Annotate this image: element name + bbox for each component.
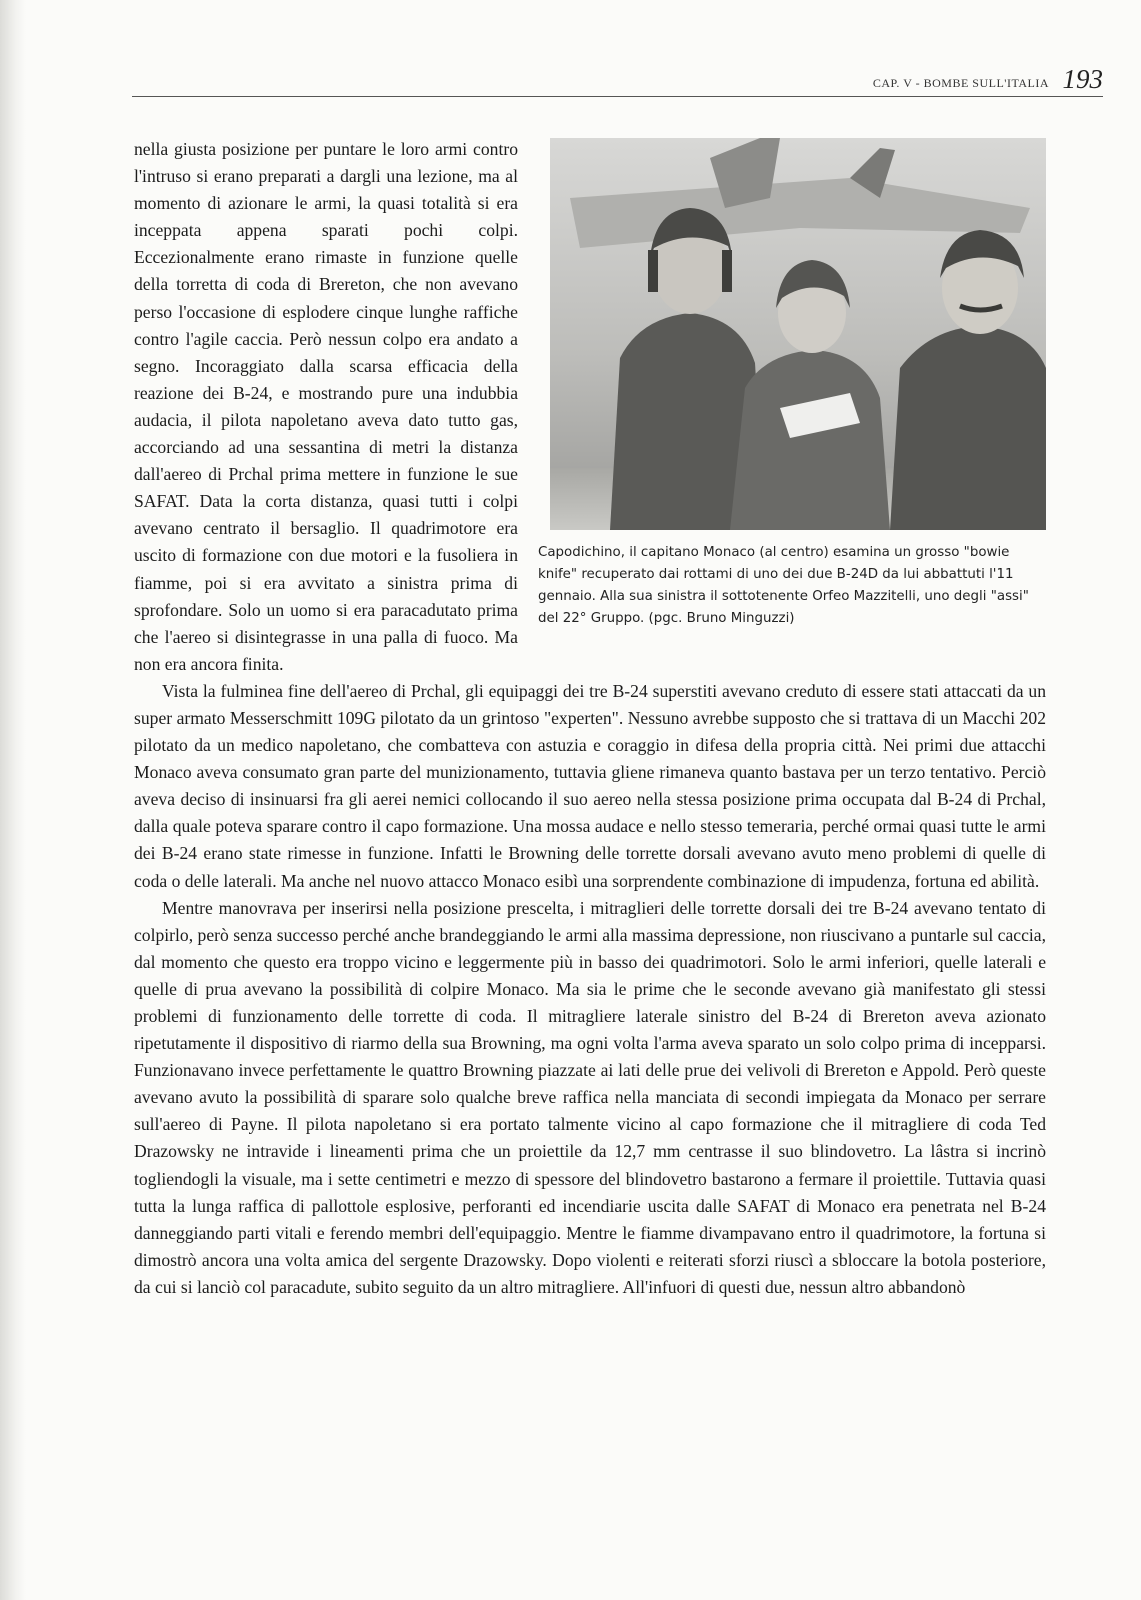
page-number: 193 — [1062, 64, 1103, 94]
paragraph-1: nella giusta posizione per puntare le loro armi contro l'intruso si erano preparati a dargli una lezione, ma al momento di azionare le armi, la quasi totalità si era inceppata appena sparati pochi colpi. Eccezionalmente erano rimaste in funzione quelle della torretta di coda di Brereton, che non avevano perso l'occasione di esplodere cinque lunghe raffiche contro l'agile caccia. Però nessun colpo era andato a segno. Incoraggiato dalla scarsa efficacia della reazione dei B-24, e mostrando pure una indubbia audacia, il pilota napoletano aveva dato tutto gas, accorciando ad una sessantina di metri la distanza dall'aereo di Prchal prima mettere in funzione le sue SAFAT. Data la corta distanza, quasi tutti i colpi avevano centrato il bersaglio. Il quadrimotore era uscito di formazione con due motori e la fusoliera in fiamme, poi si era avvitato a sinistra prima di sprofondare. Solo un uomo si era paracadutato prima che l'aereo si disintegrasse in una palla di fuoco. Ma non era ancora finita. — [134, 139, 518, 674]
chapter-title: CAP. V - BOMBE SULL'ITALIA — [872, 76, 1049, 90]
body-text — [134, 136, 1046, 1301]
paragraph-3: Mentre manovrava per inserirsi nella posizione prescelta, i mitraglieri delle torrette dorsali dei tre B-24 avevano tentato di colpirlo, però senza successo perché anche brandeggiando le armi alla massima depressione, non riuscivano a puntarle sul caccia, dal momento che questo era troppo vicino e leggermente più in basso dei quadrimotori. Solo le armi inferiori, quelle laterali e quelle di prua avevano la possibilità di colpire Monaco. Ma sia le prime che le seconde avevano già manifestato gli stessi problemi di funzionamento delle torrette di coda. Il mitragliere laterale sinistro del B-24 di Brereton aveva azionato ripetutamente il dispositivo di riarmo della sua Browning, ma ogni volta l'arma aveva sparato un solo colpo prima di incepparsi. Funzionavano invece perfettamente le quattro Browning piazzate ai lati delle prue dei velivoli di Brereton e Appold. Però queste avevano avuto la possibilità di sparare solo qualche breve raffica nella manciata di secondi impiegata da Monaco per serrare sull'aereo di Payne. Il pilota napoletano si era portato talmente vicino al capo formazione che il mitragliere di coda Ted Drazowsky ne intravide i lineamenti prima che un proiettile da 12,7 mm centrasse il suo blindovetro. La lâstra si incrinò togliendogli la visuale, ma i sette centimetri e mezzo di spessore del blindovetro bastarono a fermare il proiettile. Tuttavia quasi tutta la lunga raffica di pallottole esplosive, perforanti ed incendiarie uscita dalle SAFAT di Monaco era penetrata nel B-24 danneggiando parti vitali e ferendo membri dell'equipaggio. Mentre le fiamme divampavano entro il quadrimotore, la fortuna si dimostrò ancora una volta amica del sergente Drazowsky. Dopo violenti e reiterati sforzi riuscì a sbloccare la botola posteriore, da cui si lanciò col paracadute, subito seguito da un altro mitragliere. All'infuori di questi due, nessun altro abbandonò — [134, 897, 1046, 1297]
photo-pilots — [550, 138, 1046, 530]
figure — [536, 136, 1046, 656]
paragraph-2: Vista la fulminea fine dell'aereo di Prchal, gli equipaggi dei tre B-24 superstiti avevano creduto di essere stati attaccati da un super armato Messerschmitt 109G pilotato da un grintoso "experten". Nessuno avrebbe supposto che si trattava di un Macchi 202 pilotato da un medico napoletano, che combatteva con astuzia e coraggio in difesa della propria città. Nei primi due attacchi Monaco aveva consumato gran parte del munizionamento, tuttavia gliene rimaneva quanto bastava per un terzo tentativo. Perciò aveva deciso di insinuarsi fra gli aerei nemici collocando il suo aereo nella stessa posizione prima occupata dal B-24 di Prchal, dalla quale poteva sparare contro il capo formazione. Una mossa audace e nello stesso temeraria, perché ormai quasi tutte le armi dei B-24 erano state rimesse in funzione. Infatti le Browning delle torrette dorsali avevano avuto meno problemi di quelle di coda o delle laterali. Ma anche nel nuovo attacco Monaco esibì una sorprendente combinazione di impudenza, fortuna ed abilità. — [134, 680, 1046, 891]
photo-illustration — [550, 138, 1046, 530]
running-header — [132, 66, 1103, 97]
page-binding-shadow — [0, 0, 26, 1600]
figure-caption: Capodichino, il capitano Monaco (al centro) esamina un grosso "bowie knife" recuperato dai rottami di uno dei due B-24D da lui abbattuti l'11 gennaio. Alla sua sinistra il sottotenente Orfeo Mazzitelli, uno degli "assi" del 22° Gruppo. (pgc. Bruno Minguzzi) — [538, 545, 1029, 626]
